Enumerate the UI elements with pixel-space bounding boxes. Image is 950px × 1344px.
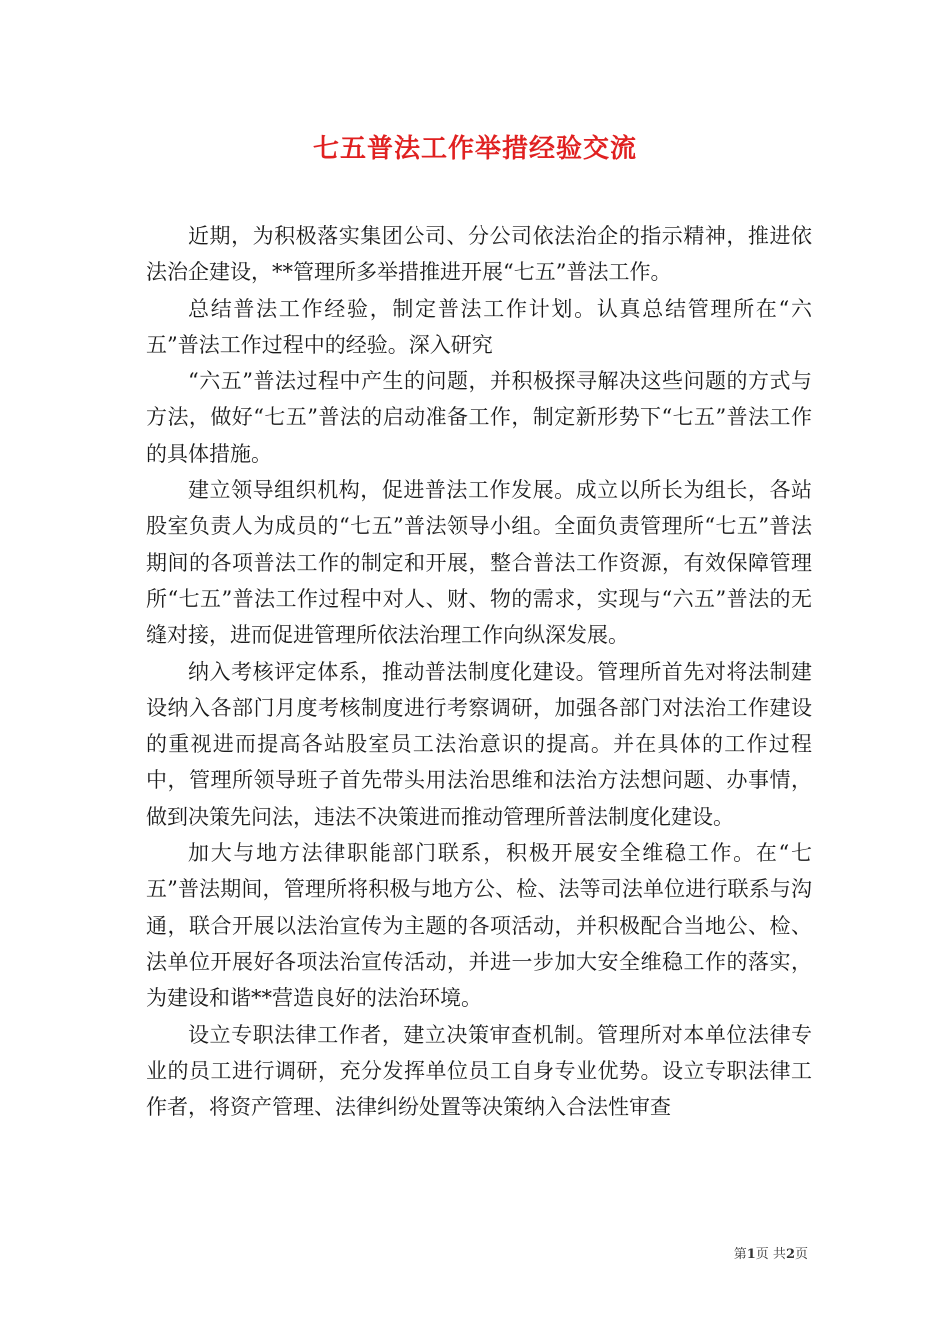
paragraph-leadership-organization: 建立领导组织机构，促进普法工作发展。成立以所长为组长，各站股室负责人为成员的“七五”普法领导小组。全面负责管理所“七五”普法期间的各项普法工作的制定和开展，整合普法工作资源，有效保障管理所“七五”普法工作过程中对人、财、物的需求，实现与“六五”普法的无缝对接，进而促进管理所依法治理工作向纵深发展。: [146, 478, 812, 648]
paragraph-intro: 近期，为积极落实集团公司、分公司依法治企的指示精神，推进依法治企建设，**管理所多举措推进开展“七五”普法工作。: [146, 224, 812, 285]
paragraph-summary-experience: 总结普法工作经验，制定普法工作计划。认真总结管理所在“六五”普法工作过程中的经验。深入研究: [146, 296, 812, 357]
document-body: [146, 218, 812, 1125]
footer-current-page: 1: [746, 1247, 756, 1262]
footer-total-pages: 2: [785, 1247, 795, 1262]
paragraph-assessment-system: 纳入考核评定体系，推动普法制度化建设。管理所首先对将法制建设纳入各部门月度考核制度进行考察调研，加强各部门对法治工作建设的重视进而提高各站股室员工法治意识的提高。并在具体的工作过程中，管理所领导班子首先带头用法治思维和法治方法想问题、办事情，做到决策先问法，违法不决策进而推动管理所普法制度化建设。: [146, 659, 812, 829]
page-number-footer: [734, 1246, 808, 1264]
document-title: 七五普法工作举措经验交流: [312, 134, 637, 164]
footer-middle: 页 共: [755, 1247, 786, 1262]
footer-suffix: 页: [794, 1247, 808, 1262]
paragraph-local-legal-liaison: 加大与地方法律职能部门联系，积极开展安全维稳工作。在“七五”普法期间，管理所将积极与地方公、检、法等司法单位进行联系与沟通，联合开展以法治宣传为主题的各项活动，并积极配合当地公、检、法单位开展好各项法治宣传活动，并进一步加大安全维稳工作的落实，为建设和谐**营造良好的法治环境。: [146, 841, 812, 1011]
paragraph-summary-continued: “六五”普法过程中产生的问题，并积极探寻解决这些问题的方式与方法，做好“七五”普法的启动准备工作，制定新形势下“七五”普法工作的具体措施。: [146, 369, 812, 466]
paragraph-legal-workers: 设立专职法律工作者，建立决策审查机制。管理所对本单位法律专业的员工进行调研，充分发挥单位员工自身专业优势。设立专职法律工作者，将资产管理、法律纠纷处置等决策纳入合法性审查: [146, 1022, 812, 1120]
footer-prefix: 第: [733, 1247, 747, 1262]
